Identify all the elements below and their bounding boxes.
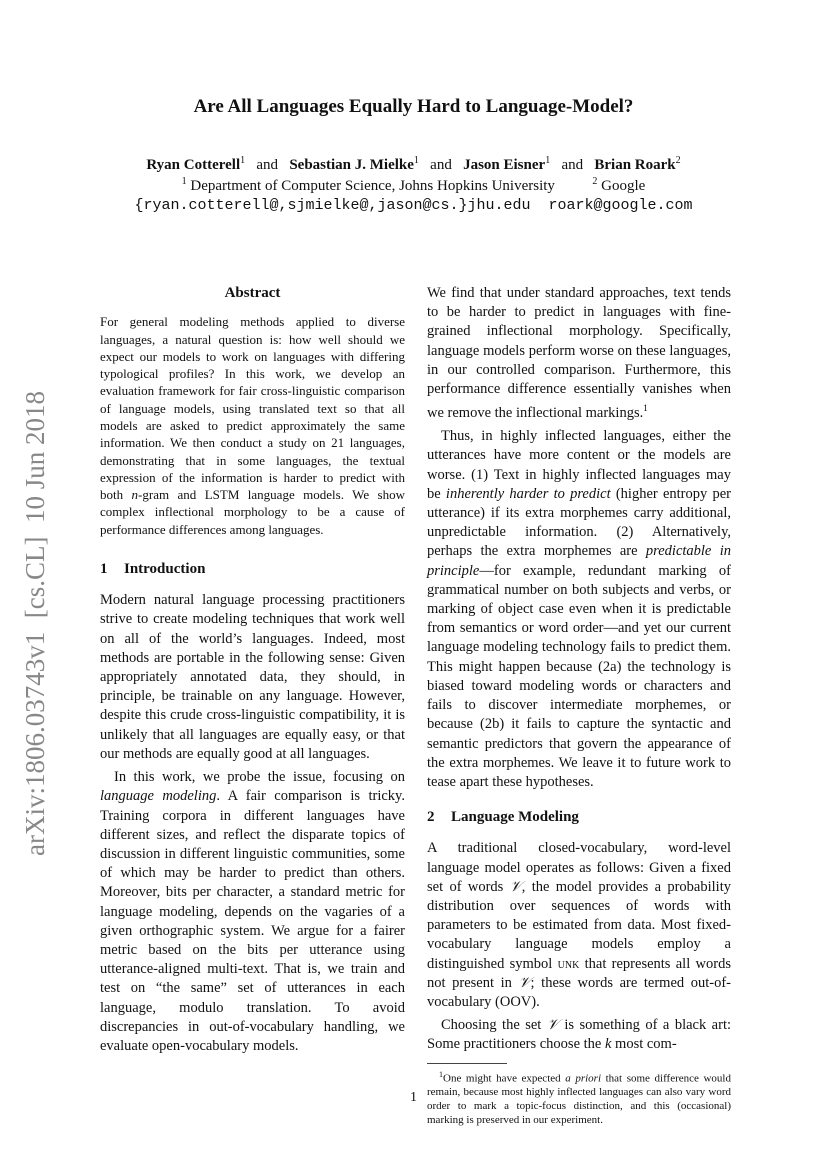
author-emails: {ryan.cotterell@,sjmielke@,jason@cs.}jhu.edu roark@google.com — [134, 197, 693, 214]
page-number: 1 — [410, 1090, 417, 1105]
affil-mark: 1 — [413, 155, 419, 166]
affil-mark: 1 — [181, 176, 187, 187]
author-list — [0, 155, 827, 174]
paragraph: A traditional closed-vocabulary, word-level language model operates as follows: Given a fixed set of words 𝒱, the model provides a probability distribution over sequences of words with parameters to be estimated from data. Most fixed-vocabulary language models employ a distinguished symbol unk that represents all words not present in 𝒱; these words are termed out-of-vocabulary (OOV). — [427, 840, 731, 1010]
author-name: Brian Roark — [594, 157, 676, 173]
section-heading-introduction: 1 Introduction — [100, 561, 206, 578]
conjunction: and — [430, 157, 452, 173]
affiliation: Department of Computer Science, Johns Hopkins University — [190, 178, 555, 194]
paragraph: Modern natural language processing practitioners strive to create modeling techniques that work well on all of the world’s languages. Indeed, most methods are portable in the following sense: Given appropriately annotated data, they should, in principle, be trainable on any language. However, despite this crude cross-linguistic compatibility, it is unlikely that all languages are equally easy, or that our methods are equally good at all languages. — [100, 592, 405, 762]
affil-mark: 2 — [592, 176, 598, 187]
footnote-rule — [427, 1063, 507, 1064]
arxiv-stamp: arXiv:1806.03743v1 [cs.CL] 10 Jun 2018 — [20, 391, 50, 856]
conjunction: and — [561, 157, 584, 173]
paragraph: Choosing the set 𝒱 is something of a black art: Some practitioners choose the k most com- — [427, 1017, 731, 1053]
footnote-marker[interactable]: 1 — [643, 403, 648, 414]
author-name: Sebastian J. Mielke — [289, 157, 414, 173]
affil-mark: 2 — [675, 155, 681, 166]
author-name: Jason Eisner — [463, 157, 546, 173]
footnote: $^1$One might have expected a priori that some difference would remain, because most highly inflected languages can also vary word order to mark a topic-focus distinction, and this (occasional) marking is preserved in our experiment. — [427, 1069, 731, 1127]
abstract-heading: Abstract — [224, 285, 281, 301]
paper-title: Are All Languages Equally Hard to Language-Model? — [193, 96, 634, 117]
affiliation: Google — [601, 178, 646, 194]
section-heading-language-modeling: 2 Language Modeling — [427, 809, 579, 826]
affil-mark: 1 — [240, 155, 246, 166]
conjunction: and — [256, 157, 279, 173]
paragraph-continued: We find that under standard approaches, text tends to be harder to predict in languages with fine-grained inflectional morphology. Specifically, language models perform worse on these languages, in our controlled comparison. Furthermore, this performance difference essentially vanishes when we remove the inflectional markings.$^1$ — [427, 285, 731, 422]
paragraph: Thus, in highly inflected languages, either the utterances have more content or the models are worse. (1) Text in highly inflected languages may be inherently harder to predict (higher entropy per utterance) if its extra morphemes carry additional, unpredictable information. (2) Alternatively, perhaps the extra morphemes are predictable in principle—for example, redundant marking of grammatical number on both subjects and verbs, or marking of object case even when it is predictable from semantics or word order—and yet our current language modeling technology fails to predict them. This might happen because (2a) the technology is biased toward modeling words or characters and fails to discover intermediate morphemes, or because (2b) it fails to capture the syntactic and semantic predictors that govern the appearance of the extra morphemes. We leave it to future work to tease apart these hypotheses. — [427, 428, 732, 790]
affil-mark: 1 — [545, 155, 551, 166]
abstract-text: For general modeling methods applied to diverse languages, a natural question is: how well should we expect our models to work on languages with differing typological profiles? In this work, we develop an evaluation framework for fair cross-linguistic comparison of language models, using translated text so that all models are asked to predict approximately the same information. We then conduct a study on 21 languages, demonstrating that in some languages, the textual expression of the information is harder to predict with both n-gram and LSTM language models. We show complex inflectional morphology to be a cause of performance differences among languages. — [100, 314, 405, 537]
affiliations — [0, 176, 827, 195]
right-column — [427, 284, 731, 1127]
left-column — [100, 284, 405, 1060]
paragraph: In this work, we probe the issue, focusing on language modeling. A fair comparison is tricky. Training corpora in different languages have different sizes, and reflect the disparate topics of discussion in different linguistic communities, some of which may be harder to predict than others. Moreover, bits per character, a standard metric for language modeling, depends on the vagaries of a given orthographic system. We argue for a fairer metric based on the bits per utterance using utterance-aligned multi-text. That is, we train and test on “the same” set of utterances in each language, modulo translation. To avoid discrepancies in out-of-vocabulary handling, we evaluate open-vocabulary models. — [100, 769, 405, 1054]
author-name: Ryan Cotterell — [146, 157, 241, 173]
